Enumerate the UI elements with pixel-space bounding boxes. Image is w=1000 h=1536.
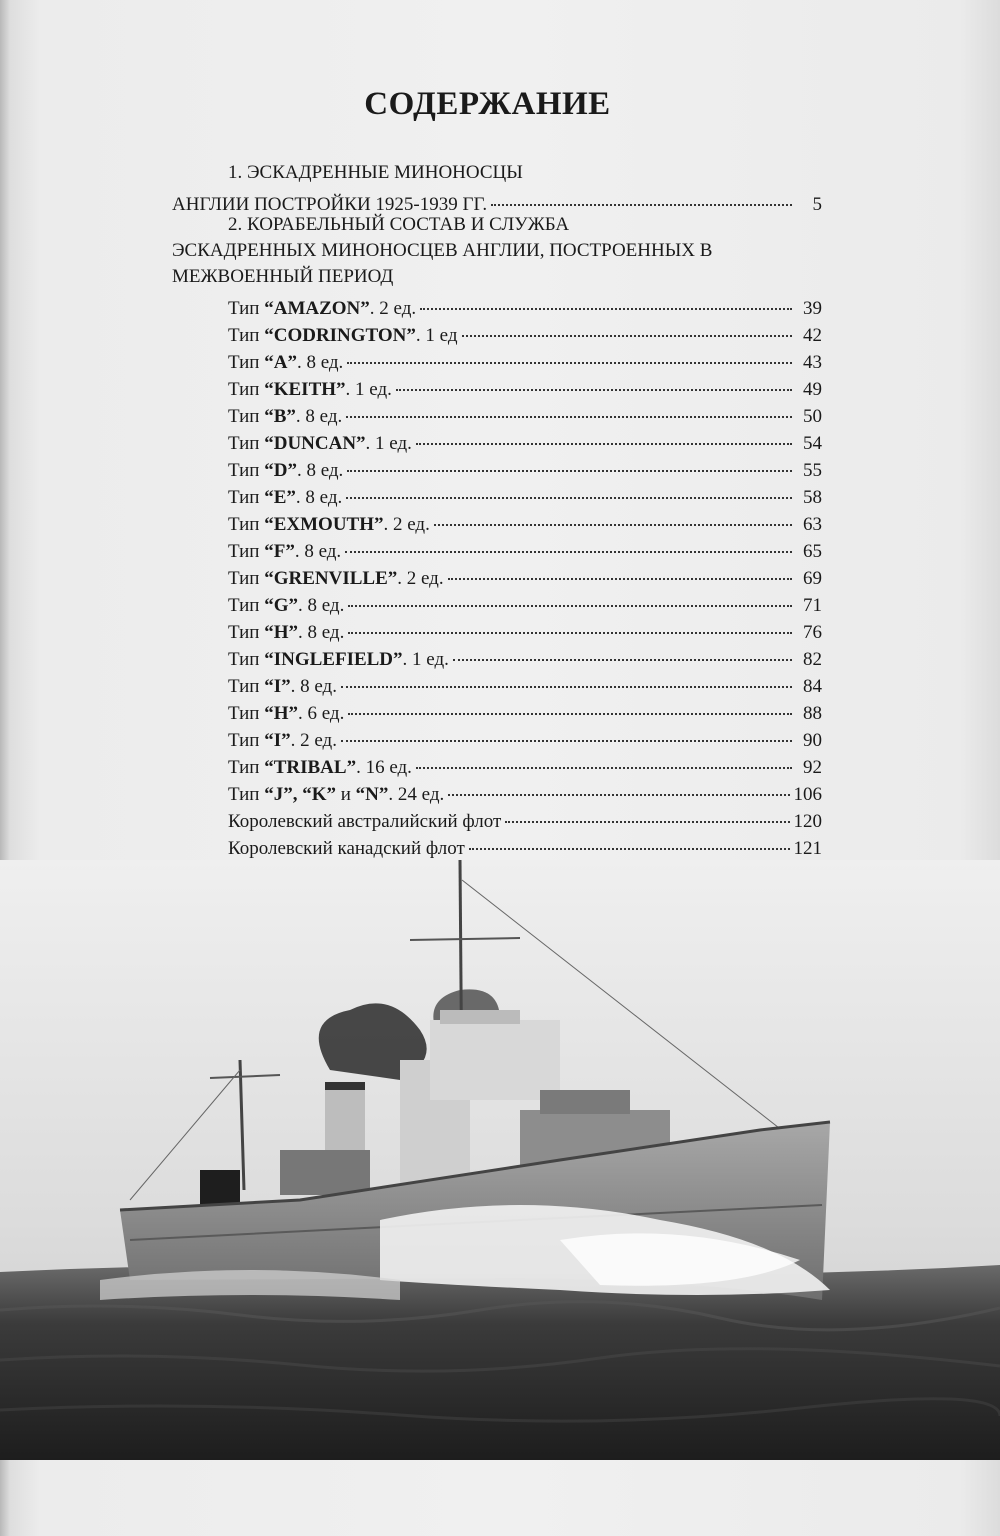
toc-entry-label: Тип “KEITH”. 1 ед. (228, 379, 392, 400)
page-number: 82 (803, 649, 822, 670)
toc-entry-label: Тип “GRENVILLE”. 2 ед. (228, 568, 444, 589)
leader-dots (346, 475, 792, 499)
page-number: 54 (803, 433, 822, 454)
page-number: 55 (803, 460, 822, 481)
toc-section-2-line-2: ЭСКАДРЕННЫХ МИНОНОСЦЕВ АНГЛИИ, ПОСТРОЕННЫХ В (172, 240, 713, 261)
leader-dots (420, 286, 792, 310)
leader-dots (469, 826, 790, 850)
page-number: 69 (803, 568, 822, 589)
leader-dots (341, 718, 792, 742)
leader-dots (462, 313, 793, 337)
page-number: 58 (803, 487, 822, 508)
leader-dots (448, 772, 789, 796)
page-number: 120 (793, 811, 822, 832)
toc-entry-label: Тип “E”. 8 ед. (228, 487, 343, 508)
page-number: 42 (803, 325, 822, 346)
page-number: 65 (803, 541, 822, 562)
leader-dots (396, 367, 792, 391)
toc-entry-label: Тип “EXMOUTH”. 2 ед. (228, 514, 430, 535)
page-title: СОДЕРЖАНИЕ (364, 86, 611, 122)
toc-entry-label: Королевский канадский флот (228, 838, 465, 859)
page-number: 39 (803, 298, 822, 319)
toc-entry-label: Тип “CODRINGTON”. 1 ед (228, 325, 458, 346)
toc-entry-label: Тип “TRIBAL”. 16 ед. (228, 757, 412, 778)
toc-section-2-line-3: МЕЖВОЕННЫЙ ПЕРИОД (172, 266, 394, 287)
page-number: 49 (803, 379, 822, 400)
toc-section-1-line-1: 1. ЭСКАДРЕННЫЕ МИНОНОСЦЫ (228, 162, 523, 183)
leader-dots (346, 394, 792, 418)
toc-entry-label: Тип “I”. 8 ед. (228, 676, 337, 697)
toc-entries (172, 290, 822, 857)
toc-entry-label: Тип “AMAZON”. 2 ед. (228, 298, 417, 319)
page-number: 76 (803, 622, 822, 643)
leader-dots (416, 421, 792, 445)
leader-dots (416, 745, 792, 769)
toc-entry-label: Тип “I”. 2 ед. (228, 730, 337, 751)
toc-entry-label: Тип “DUNCAN”. 1 ед. (228, 433, 412, 454)
toc-entry-label: Тип “D”. 8 ед. (228, 460, 344, 481)
page-number: 90 (803, 730, 822, 751)
page-number: 43 (803, 352, 822, 373)
toc-entry-label: Тип “A”. 8 ед. (228, 352, 344, 373)
toc-entry-label: Тип “H”. 6 ед. (228, 703, 345, 724)
page-number: 84 (803, 676, 822, 697)
page-number: 106 (793, 784, 822, 805)
page-number: 63 (803, 514, 822, 535)
page-number: 71 (803, 595, 822, 616)
leader-dots (491, 182, 792, 206)
leader-dots (448, 556, 792, 580)
destroyer-photo (0, 860, 1000, 1460)
toc-entry-label: Тип “INGLEFIELD”. 1 ед. (228, 649, 449, 670)
leader-dots (341, 664, 792, 688)
leader-dots (347, 340, 792, 364)
page-number: 50 (803, 406, 822, 427)
page-number: 121 (793, 838, 822, 859)
table-of-contents (172, 160, 822, 883)
toc-entry-label: Королевский австралийский флот (228, 811, 502, 832)
leader-dots (348, 691, 792, 715)
leader-dots (348, 583, 792, 607)
toc-entry-label: Тип “J”, “K” и “N”. 24 ед. (228, 784, 445, 805)
page-number: 5 (812, 194, 822, 215)
leader-dots (347, 448, 792, 472)
toc-entry-label: Тип “H”. 8 ед. (228, 622, 345, 643)
toc-entry-label: Тип “B”. 8 ед. (228, 406, 343, 427)
leader-dots (453, 637, 792, 661)
toc-section-1-line-2[interactable]: АНГЛИИ ПОСТРОЙКИ 1925-1939 ГГ. 5 (172, 186, 822, 212)
toc-entry-label: Тип “F”. 8 ед. (228, 541, 342, 562)
toc-entry-label: Тип “G”. 8 ед. (228, 595, 345, 616)
leader-dots (345, 529, 792, 553)
page-number: 92 (803, 757, 822, 778)
toc-section-2-line-1: 2. КОРАБЕЛЬНЫЙ СОСТАВ И СЛУЖБА (228, 214, 570, 235)
leader-dots (434, 502, 792, 526)
leader-dots (348, 610, 792, 634)
page-number: 88 (803, 703, 822, 724)
leader-dots (505, 799, 789, 823)
